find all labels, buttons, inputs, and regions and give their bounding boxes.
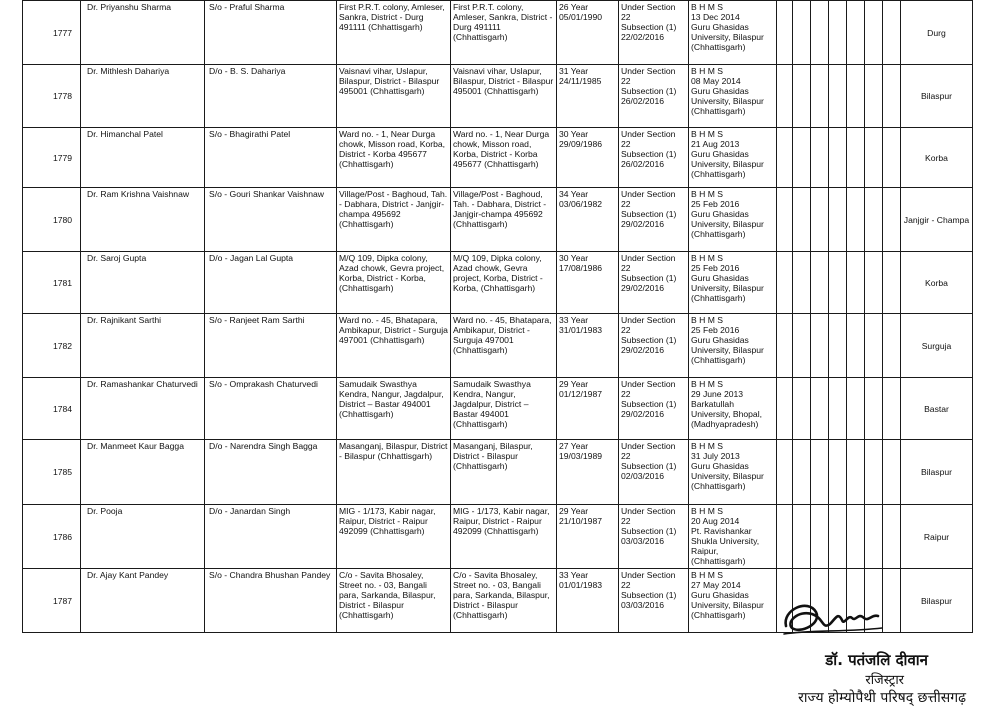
empty-cell <box>829 314 847 378</box>
empty-cell <box>865 128 883 188</box>
name-cell: Dr. Saroj Gupta <box>81 252 205 314</box>
empty-cell <box>847 440 865 505</box>
district-cell: Janjgir - Champa <box>901 188 973 252</box>
permanent-address-cell: Masanganj, Bilaspur, District - Bilaspur (Chhattisgarh) <box>337 440 451 505</box>
present-address-cell: Ward no. - 45, Bhatapara, Ambikapur, District - Surguja 497001 (Chhattisgarh) <box>451 314 557 378</box>
district-cell: Bilaspur <box>901 569 973 633</box>
present-address-cell: Samudaik Swasthya Kendra, Nangur, Jagdalpur, District – Bastar 494001 (Chhattisgarh) <box>451 378 557 440</box>
qualification-cell: B H M S 20 Aug 2014 Pt. Ravishankar Shukla University, Raipur, (Chhattisgarh) <box>689 505 777 569</box>
qualification-cell: B H M S 21 Aug 2013 Guru Ghasidas University, Bilaspur (Chhattisgarh) <box>689 128 777 188</box>
relation-cell: S/o - Omprakash Chaturvedi <box>205 378 337 440</box>
empty-cell <box>829 252 847 314</box>
name-cell: Dr. Mithlesh Dahariya <box>81 65 205 128</box>
qualification-cell: B H M S 25 Feb 2016 Guru Ghasidas University, Bilaspur (Chhattisgarh) <box>689 188 777 252</box>
name-cell: Dr. Pooja <box>81 505 205 569</box>
empty-cell <box>865 65 883 128</box>
empty-cell <box>829 188 847 252</box>
empty-cell <box>847 128 865 188</box>
empty-cell <box>847 505 865 569</box>
empty-cell <box>793 314 811 378</box>
empty-cell <box>777 505 793 569</box>
empty-cell <box>793 128 811 188</box>
age-dob-cell: 30 Year 29/09/1986 <box>557 128 619 188</box>
empty-cell <box>883 65 901 128</box>
empty-cell <box>883 505 901 569</box>
section-cell: Under Section 22 Subsection (1) 29/02/2016 <box>619 378 689 440</box>
serial-number-cell: 1785 <box>23 440 81 505</box>
empty-cell <box>847 378 865 440</box>
name-cell: Dr. Priyanshu Sharma <box>81 1 205 65</box>
section-cell: Under Section 22 Subsection (1) 03/03/2016 <box>619 505 689 569</box>
serial-number-cell: 1777 <box>23 1 81 65</box>
district-cell: Bilaspur <box>901 440 973 505</box>
registration-table <box>22 0 973 633</box>
empty-cell <box>883 188 901 252</box>
empty-cell <box>883 440 901 505</box>
permanent-address-cell: M/Q 109, Dipka colony, Azad chowk, Gevra project, Korba, District - Korba, (Chhattisgarh) <box>337 252 451 314</box>
district-cell: Korba <box>901 128 973 188</box>
council-name: राज्य होम्योपैथी परिषद् छत्तीसगढ़ <box>798 690 966 706</box>
empty-cell <box>777 378 793 440</box>
permanent-address-cell: Ward no. - 45, Bhatapara, Ambikapur, District - Surguja 497001 (Chhattisgarh) <box>337 314 451 378</box>
empty-cell <box>811 128 829 188</box>
empty-cell <box>883 128 901 188</box>
serial-number-cell: 1780 <box>23 188 81 252</box>
relation-cell: D/o - Narendra Singh Bagga <box>205 440 337 505</box>
table-row <box>23 378 973 440</box>
relation-cell: S/o - Praful Sharma <box>205 1 337 65</box>
district-cell: Durg <box>901 1 973 65</box>
empty-cell <box>793 252 811 314</box>
section-cell: Under Section 22 Subsection (1) 29/02/2016 <box>619 314 689 378</box>
qualification-cell: B H M S 25 Feb 2016 Guru Ghasidas University, Bilaspur (Chhattisgarh) <box>689 314 777 378</box>
qualification-cell: B H M S 31 July 2013 Guru Ghasidas University, Bilaspur (Chhattisgarh) <box>689 440 777 505</box>
district-cell: Bilaspur <box>901 65 973 128</box>
age-dob-cell: 33 Year 31/01/1983 <box>557 314 619 378</box>
age-dob-cell: 31 Year 24/11/1985 <box>557 65 619 128</box>
section-cell: Under Section 22 Subsection (1) 29/02/2016 <box>619 252 689 314</box>
permanent-address-cell: MIG - 1/173, Kabir nagar, Raipur, District - Raipur 492099 (Chhattisgarh) <box>337 505 451 569</box>
empty-cell <box>829 65 847 128</box>
empty-cell <box>777 314 793 378</box>
empty-cell <box>793 440 811 505</box>
empty-cell <box>811 188 829 252</box>
relation-cell: D/o - Jagan Lal Gupta <box>205 252 337 314</box>
age-dob-cell: 29 Year 21/10/1987 <box>557 505 619 569</box>
present-address-cell: Masanganj, Bilaspur, District - Bilaspur (Chhattisgarh) <box>451 440 557 505</box>
qualification-cell: B H M S 08 May 2014 Guru Ghasidas University, Bilaspur (Chhattisgarh) <box>689 65 777 128</box>
qualification-cell: B H M S 27 May 2014 Guru Ghasidas University, Bilaspur (Chhattisgarh) <box>689 569 777 633</box>
empty-cell <box>811 1 829 65</box>
signature-mark <box>778 590 888 644</box>
age-dob-cell: 29 Year 01/12/1987 <box>557 378 619 440</box>
empty-cell <box>883 378 901 440</box>
empty-cell <box>883 252 901 314</box>
empty-cell <box>847 65 865 128</box>
empty-cell <box>883 1 901 65</box>
empty-cell <box>829 128 847 188</box>
table-row <box>23 65 973 128</box>
empty-cell <box>883 314 901 378</box>
empty-cell <box>777 188 793 252</box>
serial-number-cell: 1786 <box>23 505 81 569</box>
present-address-cell: MIG - 1/173, Kabir nagar, Raipur, District - Raipur 492099 (Chhattisgarh) <box>451 505 557 569</box>
section-cell: Under Section 22 Subsection (1) 02/03/2016 <box>619 440 689 505</box>
section-cell: Under Section 22 Subsection (1) 29/02/2016 <box>619 188 689 252</box>
empty-cell <box>811 252 829 314</box>
empty-cell <box>829 440 847 505</box>
registrar-designation: रजिस्ट्रार <box>865 673 904 688</box>
permanent-address-cell: Ward no. - 1, Near Durga chowk, Misson road, Korba, District - Korba 495677 (Chhattisgarh) <box>337 128 451 188</box>
table-row <box>23 252 973 314</box>
empty-cell <box>811 505 829 569</box>
relation-cell: D/o - B. S. Dahariya <box>205 65 337 128</box>
empty-cell <box>777 440 793 505</box>
empty-cell <box>811 378 829 440</box>
relation-cell: S/o - Chandra Bhushan Pandey <box>205 569 337 633</box>
empty-cell <box>777 252 793 314</box>
permanent-address-cell: Samudaik Swasthya Kendra, Nangur, Jagdalpur, District – Bastar 494001 (Chhattisgarh) <box>337 378 451 440</box>
age-dob-cell: 26 Year 05/01/1990 <box>557 1 619 65</box>
name-cell: Dr. Ramashankar Chaturvedi <box>81 378 205 440</box>
table-row <box>23 188 973 252</box>
district-cell: Raipur <box>901 505 973 569</box>
qualification-cell: B H M S 13 Dec 2014 Guru Ghasidas University, Bilaspur (Chhattisgarh) <box>689 1 777 65</box>
section-cell: Under Section 22 Subsection (1) 26/02/2016 <box>619 128 689 188</box>
name-cell: Dr. Ram Krishna Vaishnaw <box>81 188 205 252</box>
empty-cell <box>865 378 883 440</box>
age-dob-cell: 30 Year 17/08/1986 <box>557 252 619 314</box>
empty-cell <box>793 1 811 65</box>
name-cell: Dr. Rajnikant Sarthi <box>81 314 205 378</box>
empty-cell <box>847 252 865 314</box>
empty-cell <box>777 1 793 65</box>
present-address-cell: C/o - Savita Bhosaley, Street no. - 03, Bangali para, Sarkanda, Bilaspur, District - Bilaspur (Chhattisgarh) <box>451 569 557 633</box>
section-cell: Under Section 22 Subsection (1) 22/02/2016 <box>619 1 689 65</box>
table-row <box>23 440 973 505</box>
district-cell: Bastar <box>901 378 973 440</box>
table-row <box>23 1 973 65</box>
age-dob-cell: 33 Year 01/01/1983 <box>557 569 619 633</box>
qualification-cell: B H M S 29 June 2013 Barkatullah University, Bhopal, (Madhyapradesh) <box>689 378 777 440</box>
present-address-cell: First P.R.T. colony, Amleser, Sankra, District - Durg 491111 (Chhattisgarh) <box>451 1 557 65</box>
empty-cell <box>793 378 811 440</box>
empty-cell <box>847 1 865 65</box>
name-cell: Dr. Ajay Kant Pandey <box>81 569 205 633</box>
present-address-cell: Vaisnavi vihar, Uslapur, Bilaspur, District - Bilaspur 495001 (Chhattisgarh) <box>451 65 557 128</box>
table-body <box>23 1 973 633</box>
empty-cell <box>777 65 793 128</box>
empty-cell <box>865 188 883 252</box>
table-row <box>23 505 973 569</box>
relation-cell: S/o - Gouri Shankar Vaishnaw <box>205 188 337 252</box>
empty-cell <box>793 65 811 128</box>
empty-cell <box>829 1 847 65</box>
relation-cell: S/o - Bhagirathi Patel <box>205 128 337 188</box>
empty-cell <box>847 314 865 378</box>
serial-number-cell: 1778 <box>23 65 81 128</box>
section-cell: Under Section 22 Subsection (1) 26/02/2016 <box>619 65 689 128</box>
permanent-address-cell: First P.R.T. colony, Amleser, Sankra, District - Durg 491111 (Chhattisgarh) <box>337 1 451 65</box>
empty-cell <box>811 440 829 505</box>
qualification-cell: B H M S 25 Feb 2016 Guru Ghasidas University, Bilaspur (Chhattisgarh) <box>689 252 777 314</box>
relation-cell: S/o - Ranjeet Ram Sarthi <box>205 314 337 378</box>
empty-cell <box>777 128 793 188</box>
table-row <box>23 128 973 188</box>
empty-cell <box>829 505 847 569</box>
serial-number-cell: 1784 <box>23 378 81 440</box>
present-address-cell: Village/Post - Baghoud, Tah. - Dabhara, District - Janjgir-champa 495692 (Chhattisgarh) <box>451 188 557 252</box>
age-dob-cell: 27 Year 19/03/1989 <box>557 440 619 505</box>
empty-cell <box>847 188 865 252</box>
name-cell: Dr. Manmeet Kaur Bagga <box>81 440 205 505</box>
serial-number-cell: 1787 <box>23 569 81 633</box>
serial-number-cell: 1781 <box>23 252 81 314</box>
table-row <box>23 314 973 378</box>
permanent-address-cell: C/o - Savita Bhosaley, Street no. - 03, Bangali para, Sarkanda, Bilaspur, District - Bilaspur (Chhattisgarh) <box>337 569 451 633</box>
serial-number-cell: 1779 <box>23 128 81 188</box>
empty-cell <box>865 252 883 314</box>
empty-cell <box>865 440 883 505</box>
registrar-name: डॉ. पतंजलि दीवान <box>825 651 928 669</box>
serial-number-cell: 1782 <box>23 314 81 378</box>
permanent-address-cell: Village/Post - Baghoud, Tah. - Dabhara, District - Janjgir-champa 495692 (Chhattisgarh) <box>337 188 451 252</box>
name-cell: Dr. Himanchal Patel <box>81 128 205 188</box>
empty-cell <box>865 1 883 65</box>
permanent-address-cell: Vaisnavi vihar, Uslapur, Bilaspur, District - Bilaspur 495001 (Chhattisgarh) <box>337 65 451 128</box>
empty-cell <box>811 65 829 128</box>
empty-cell <box>865 314 883 378</box>
district-cell: Korba <box>901 252 973 314</box>
empty-cell <box>811 314 829 378</box>
empty-cell <box>865 505 883 569</box>
present-address-cell: M/Q 109, Dipka colony, Azad chowk, Gevra project, Korba, District - Korba, (Chhattisgarh) <box>451 252 557 314</box>
present-address-cell: Ward no. - 1, Near Durga chowk, Misson road, Korba, District - Korba 495677 (Chhattisgarh) <box>451 128 557 188</box>
empty-cell <box>793 505 811 569</box>
empty-cell <box>829 378 847 440</box>
empty-cell <box>793 188 811 252</box>
district-cell: Surguja <box>901 314 973 378</box>
section-cell: Under Section 22 Subsection (1) 03/03/2016 <box>619 569 689 633</box>
relation-cell: D/o - Janardan Singh <box>205 505 337 569</box>
age-dob-cell: 34 Year 03/06/1982 <box>557 188 619 252</box>
